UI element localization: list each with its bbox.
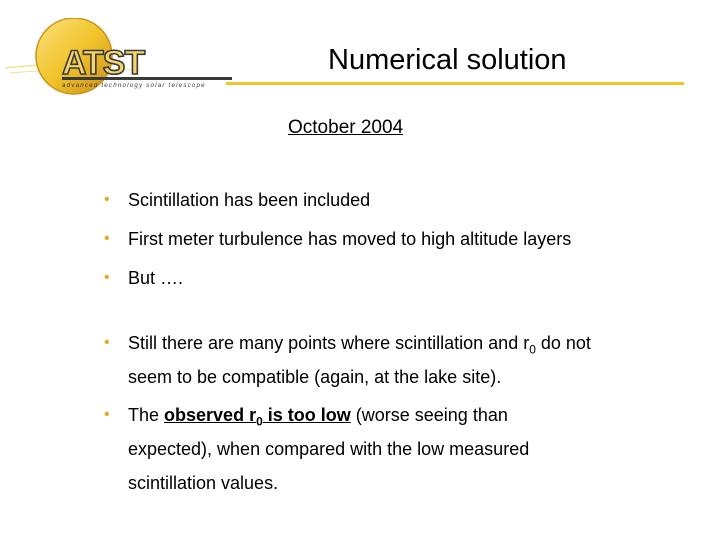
bullet-icon: • — [104, 230, 110, 247]
bullet-item — [104, 183, 624, 217]
bullet-item — [104, 222, 624, 256]
bullet-text: Still there are many points where scintillation and $r_0$ do not seem to be compatible (again, at the lake site). — [128, 333, 591, 387]
bullet-item — [104, 261, 624, 295]
atst-logo — [0, 18, 235, 100]
title-rule — [226, 82, 684, 85]
bullet-text: The observed $r_0$ is too low (worse seeing than expected), when compared with the low measured scintillation values. — [128, 405, 530, 493]
bullet-icon: • — [104, 406, 110, 423]
slide-title: Numerical solution — [328, 44, 567, 76]
bullet-text: First meter turbulence has moved to high altitude layers — [128, 229, 572, 249]
logo-text: ATST — [62, 44, 145, 82]
slide-subtitle: October 2004 — [288, 117, 404, 138]
bullet-item — [104, 398, 584, 500]
logo-tagline: advanced technology solar telescope — [62, 82, 206, 89]
bullet-icon: • — [104, 191, 110, 208]
bullet-item — [104, 326, 604, 394]
bullet-icon: • — [104, 269, 110, 286]
bullet-text: But …. — [128, 268, 184, 288]
bullet-icon: • — [104, 334, 110, 351]
bullet-text: Scintillation has been included — [128, 190, 371, 210]
